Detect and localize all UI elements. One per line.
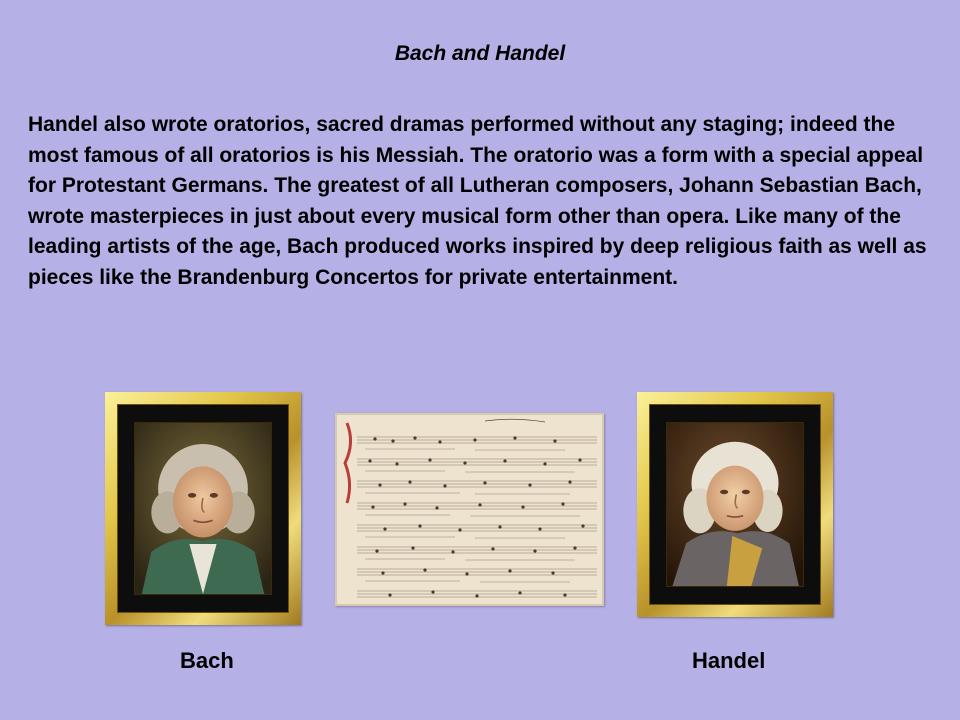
handel-portrait-icon	[666, 422, 804, 587]
messiah-score-icon	[335, 413, 604, 606]
left-portrait-frame	[105, 392, 301, 625]
caption-left: Bach	[180, 648, 234, 673]
caption-right: Handel	[692, 648, 766, 673]
right-portrait-mat	[649, 404, 821, 605]
left-portrait-mat	[117, 404, 289, 613]
bach-portrait-icon	[134, 422, 272, 595]
slide-body-text: Handel also wrote oratorios, sacred dramas performed without any staging; indeed the most famous of all oratorios is his Messiah. The oratorio was a form with a special appeal for Protestant Germans. The greatest of all Lutheran composers, Johann Sebastian Bach, wrote masterpieces in just about every musical form other than opera. Like many of the leading artists of the age, Bach produced works inspired by deep religious faith as well as pieces like the Brandenburg Concertos for private entertainment.	[28, 113, 927, 289]
slide-title: Bach and Handel	[394, 42, 566, 65]
right-portrait-frame	[637, 392, 833, 617]
